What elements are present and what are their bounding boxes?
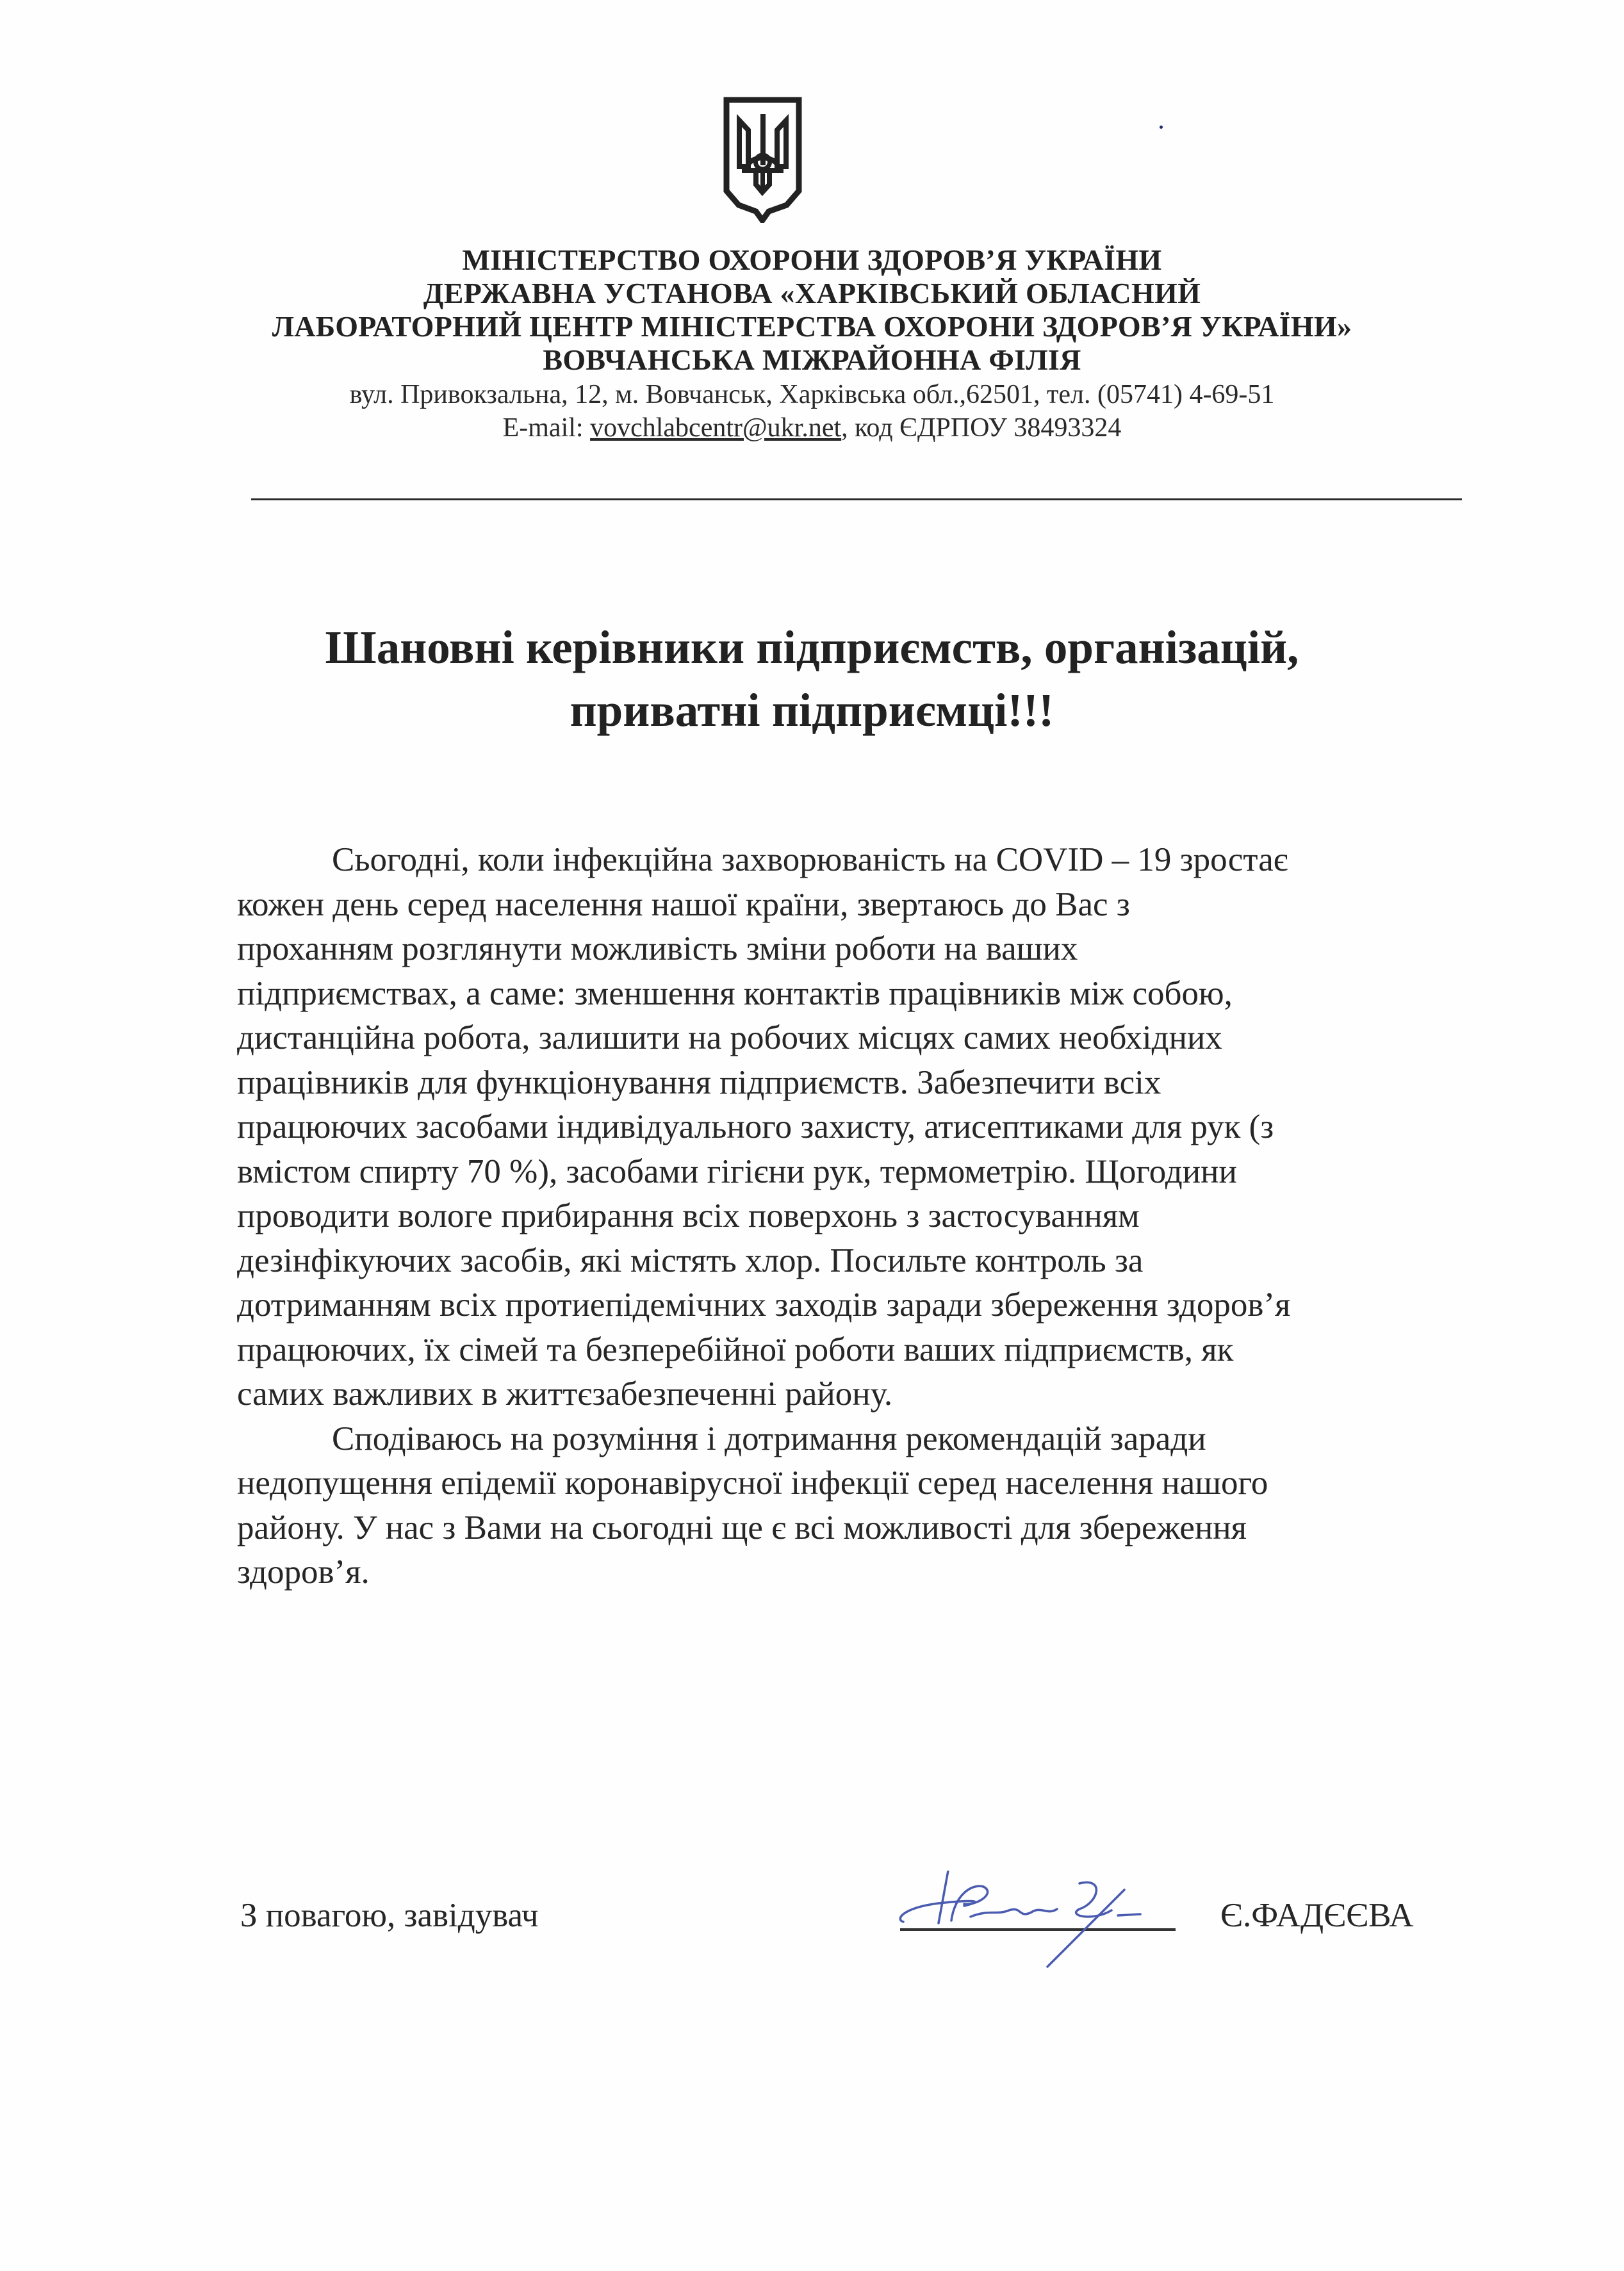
body-line: недопущення епідемії коронавірусної інфекції серед населення нашого [237, 1464, 1268, 1502]
handwritten-signature-icon [887, 1871, 1188, 1973]
body-line: дотриманням всіх протиепідемічних заходів заради збереження здоров’я [237, 1286, 1291, 1324]
letter-heading [192, 616, 1432, 742]
email-link[interactable]: vovchlabcentr@ukr.net [590, 413, 842, 443]
letterhead-divider [251, 498, 1462, 500]
email-label: E-mail: [502, 413, 591, 443]
body-line: самих важливих в життєзабезпеченні району. [237, 1375, 893, 1413]
contact-line [192, 411, 1432, 445]
body-line: працюючих, їх сімей та безперебійної роботи ваших підприємств, як [237, 1331, 1234, 1368]
letterhead [192, 243, 1432, 445]
branch-name: ВОВЧАНСЬКА МІЖРАЙОННА ФІЛІЯ [543, 343, 1081, 376]
body-line: проханням розглянути можливість зміни роботи на ваших [237, 930, 1078, 967]
ministry-name: МІНІСТЕРСТВО ОХОРОНИ ЗДОРОВ’Я УКРАЇНИ [462, 243, 1162, 276]
address-line: вул. Привокзальна, 12, м. Вовчанськ, Харківська обл.,62501, тел. (05741) 4-69-51 [349, 380, 1275, 409]
body-line: проводити вологе прибирання всіх поверхонь з застосуванням [237, 1197, 1140, 1234]
heading-line-1: Шановні керівники підприємств, організацій, [325, 621, 1299, 673]
body-line: працюючих засобами індивідуального захисту, атисептиками для рук (з [237, 1108, 1274, 1145]
closing-phrase: З повагою, завідувач [240, 1897, 539, 1934]
body-line: підприємствах, а саме: зменшення контактів працівників між собою, [237, 974, 1233, 1012]
signer-name: Є.ФАДЄЄВА [1220, 1897, 1414, 1934]
scan-speck [1160, 126, 1163, 129]
body-line: здоров’я. [237, 1554, 370, 1591]
body-line: Сподіваюсь на розуміння і дотримання рекомендацій заради [332, 1420, 1206, 1457]
letter-body [237, 838, 1448, 1595]
body-line: працівників для функціонування підприємств. Забезпечити всіх [237, 1063, 1161, 1101]
body-line: дистанційна робота, залишити на робочих місцях самих необхідних [237, 1019, 1222, 1056]
body-line: кожен день серед населення нашої країни, звертаюсь до Вас з [237, 885, 1130, 923]
paragraph-2 [237, 1417, 1448, 1595]
institution-name-line1: ДЕРЖАВНА УСТАНОВА «ХАРКІВСЬКИЙ ОБЛАСНИЙ [423, 277, 1201, 309]
body-line: вмістом спирту 70 %), засобами гігієни рук, термометрію. Щогодини [237, 1152, 1237, 1190]
body-line: дезінфікуючих засобів, які містять хлор. Посильте контроль за [237, 1242, 1144, 1279]
body-line: Сьогодні, коли інфекційна захворюваність на COVID – 19 зростає [332, 841, 1288, 878]
heading-line-2: приватні підприємці!!! [570, 684, 1054, 736]
edrpou-code: , код ЄДРПОУ 38493324 [841, 413, 1122, 443]
institution-name-line2: ЛАБОРАТОРНИЙ ЦЕНТР МІНІСТЕРСТВА ОХОРОНИ ЗДОРОВ’Я УКРАЇНИ» [272, 310, 1352, 343]
paragraph-1 [237, 838, 1448, 1417]
body-line: району. У нас з Вами на сьогодні ще є всі можливості для збереження [237, 1509, 1247, 1546]
ukraine-trident-icon [723, 95, 803, 223]
